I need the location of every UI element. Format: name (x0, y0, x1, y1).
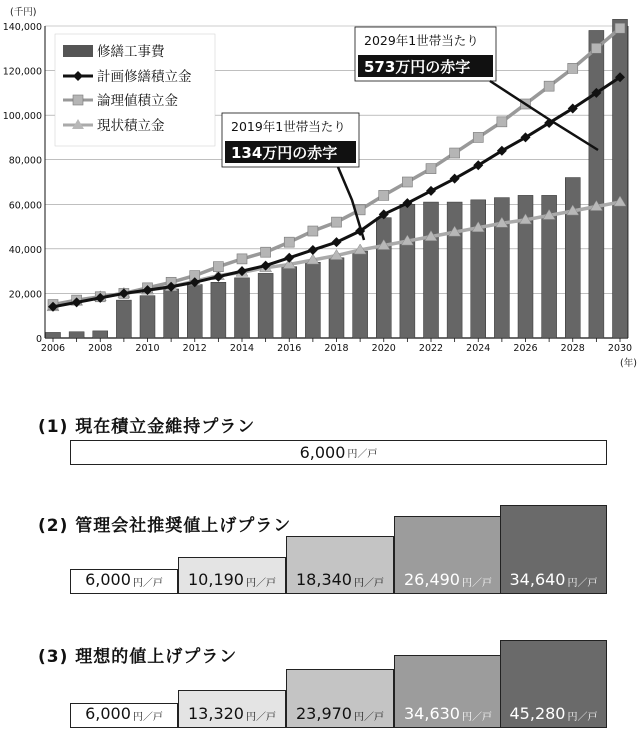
legend-label: 論理値積立金 (97, 93, 178, 109)
plan-step (500, 640, 607, 728)
plan-step (286, 536, 394, 594)
plan-step (394, 655, 502, 728)
plan-step (70, 569, 178, 594)
plan-step-value: 6,000 (85, 570, 131, 589)
x-tick-label: 2030 (607, 343, 633, 354)
bar (305, 262, 320, 338)
bar (565, 178, 580, 338)
x-tick-label: 2014 (229, 343, 255, 354)
plan-step-unit: 円／戸 (567, 578, 598, 589)
plan-step (178, 690, 286, 728)
x-tick-label: 2024 (466, 343, 491, 354)
square-marker (615, 23, 625, 33)
plan-step-unit: 円／戸 (132, 712, 163, 723)
x-tick-label: 2016 (277, 343, 302, 354)
plan-step-unit: 円／戸 (461, 578, 492, 589)
y-tick-label: 120,000 (2, 66, 42, 78)
plan-1-bar (70, 440, 607, 465)
plan-step-value: 34,630 (404, 704, 460, 723)
bar (329, 258, 344, 338)
bar (424, 202, 439, 338)
plan-3-title: (3) 理想的値上げプラン (38, 647, 238, 667)
x-tick-label: 2028 (560, 343, 585, 354)
x-tick-label: 2022 (418, 343, 444, 354)
plan-step-unit: 円／戸 (132, 578, 163, 589)
plan-step-value: 34,640 (509, 570, 566, 589)
plan-1-title: (1) 現在積立金維持プラン (38, 417, 256, 437)
y-unit-label: (千円) (10, 7, 37, 18)
square-marker (473, 132, 483, 142)
y-tick-label: 80,000 (8, 155, 42, 167)
square-marker (332, 217, 342, 227)
diamond-marker (213, 272, 223, 282)
plan-step-value: 10,190 (188, 570, 244, 589)
annotation-line1: 2029年1世帯当たり (364, 33, 479, 48)
bar (93, 331, 108, 338)
plan-step-value: 45,280 (509, 704, 566, 723)
bar (353, 251, 368, 338)
plan-step-unit: 円／戸 (461, 712, 492, 723)
bar (235, 278, 250, 338)
plan-step (178, 557, 286, 594)
y-tick-label: 100,000 (2, 111, 42, 123)
annotation-arrow-line (338, 167, 364, 240)
square-marker (284, 237, 294, 247)
plan-1-value: 6,000 (299, 443, 346, 462)
plan-step (500, 505, 607, 594)
bar (376, 218, 391, 338)
bar (282, 267, 297, 338)
bar (46, 332, 61, 338)
square-marker (544, 81, 554, 91)
square-marker (308, 226, 318, 236)
legend-label: 現状積立金 (97, 118, 165, 134)
legend-label: 計画修繕積立金 (97, 69, 192, 85)
legend-bar-swatch (63, 45, 93, 57)
square-marker (402, 177, 412, 187)
bar (187, 285, 202, 338)
square-marker (261, 247, 271, 257)
diamond-marker (332, 237, 342, 247)
plan-step (286, 669, 394, 728)
bar (589, 30, 604, 338)
x-unit-label: (年) (620, 358, 637, 369)
square-marker (450, 148, 460, 158)
legend-label: 修繕工事費 (97, 44, 165, 60)
plan-step-value: 13,320 (188, 704, 244, 723)
square-marker (379, 190, 389, 200)
x-tick-label: 2018 (324, 343, 349, 354)
plan-step-value: 18,340 (296, 570, 352, 589)
bar (400, 204, 415, 338)
square-marker (591, 43, 601, 53)
plan-step (70, 703, 178, 728)
y-tick-label: 40,000 (8, 244, 42, 256)
y-tick-label: 140,000 (2, 22, 42, 33)
plan-2-title: (2) 管理会社推奨値上げプラン (38, 516, 292, 536)
diamond-marker (308, 245, 318, 255)
x-tick-label: 2026 (513, 343, 538, 354)
bar (447, 202, 462, 338)
x-tick-label: 2012 (182, 343, 207, 354)
x-tick-label: 2008 (88, 343, 113, 354)
bar (258, 273, 273, 338)
annotation-line2: 573万円の赤字 (364, 58, 471, 76)
bar (471, 200, 486, 338)
legend-square-marker (73, 95, 83, 105)
plan-step-unit: 円／戸 (353, 578, 384, 589)
x-tick-label: 2010 (135, 343, 160, 354)
plan-step-value: 26,490 (404, 570, 460, 589)
annotation-line1: 2019年1世帯当たり (231, 119, 346, 134)
plan-step-value: 6,000 (85, 704, 131, 723)
plan-step-unit: 円／戸 (245, 712, 276, 723)
square-marker (213, 262, 223, 272)
square-marker (426, 164, 436, 174)
annotation-line2: 134万円の赤字 (231, 144, 338, 162)
bar (140, 296, 155, 338)
bar (211, 282, 226, 338)
bar (613, 19, 628, 338)
plan-1-unit: 円／戸 (347, 449, 378, 460)
plan-step-unit: 円／戸 (353, 712, 384, 723)
square-marker (497, 117, 507, 127)
plan-step-unit: 円／戸 (245, 578, 276, 589)
x-tick-label: 2020 (371, 343, 396, 354)
square-marker (568, 63, 578, 73)
y-tick-label: 0 (35, 334, 42, 345)
y-tick-label: 20,000 (8, 289, 42, 301)
plan-step-value: 23,970 (296, 704, 352, 723)
bar (164, 289, 179, 338)
diamond-marker (284, 253, 294, 263)
bar (69, 332, 84, 338)
plan-step-unit: 円／戸 (567, 712, 598, 723)
y-tick-label: 60,000 (8, 200, 42, 212)
x-tick-label: 2006 (40, 343, 66, 354)
bar (116, 300, 131, 338)
square-marker (237, 254, 247, 264)
plan-step (394, 516, 502, 594)
